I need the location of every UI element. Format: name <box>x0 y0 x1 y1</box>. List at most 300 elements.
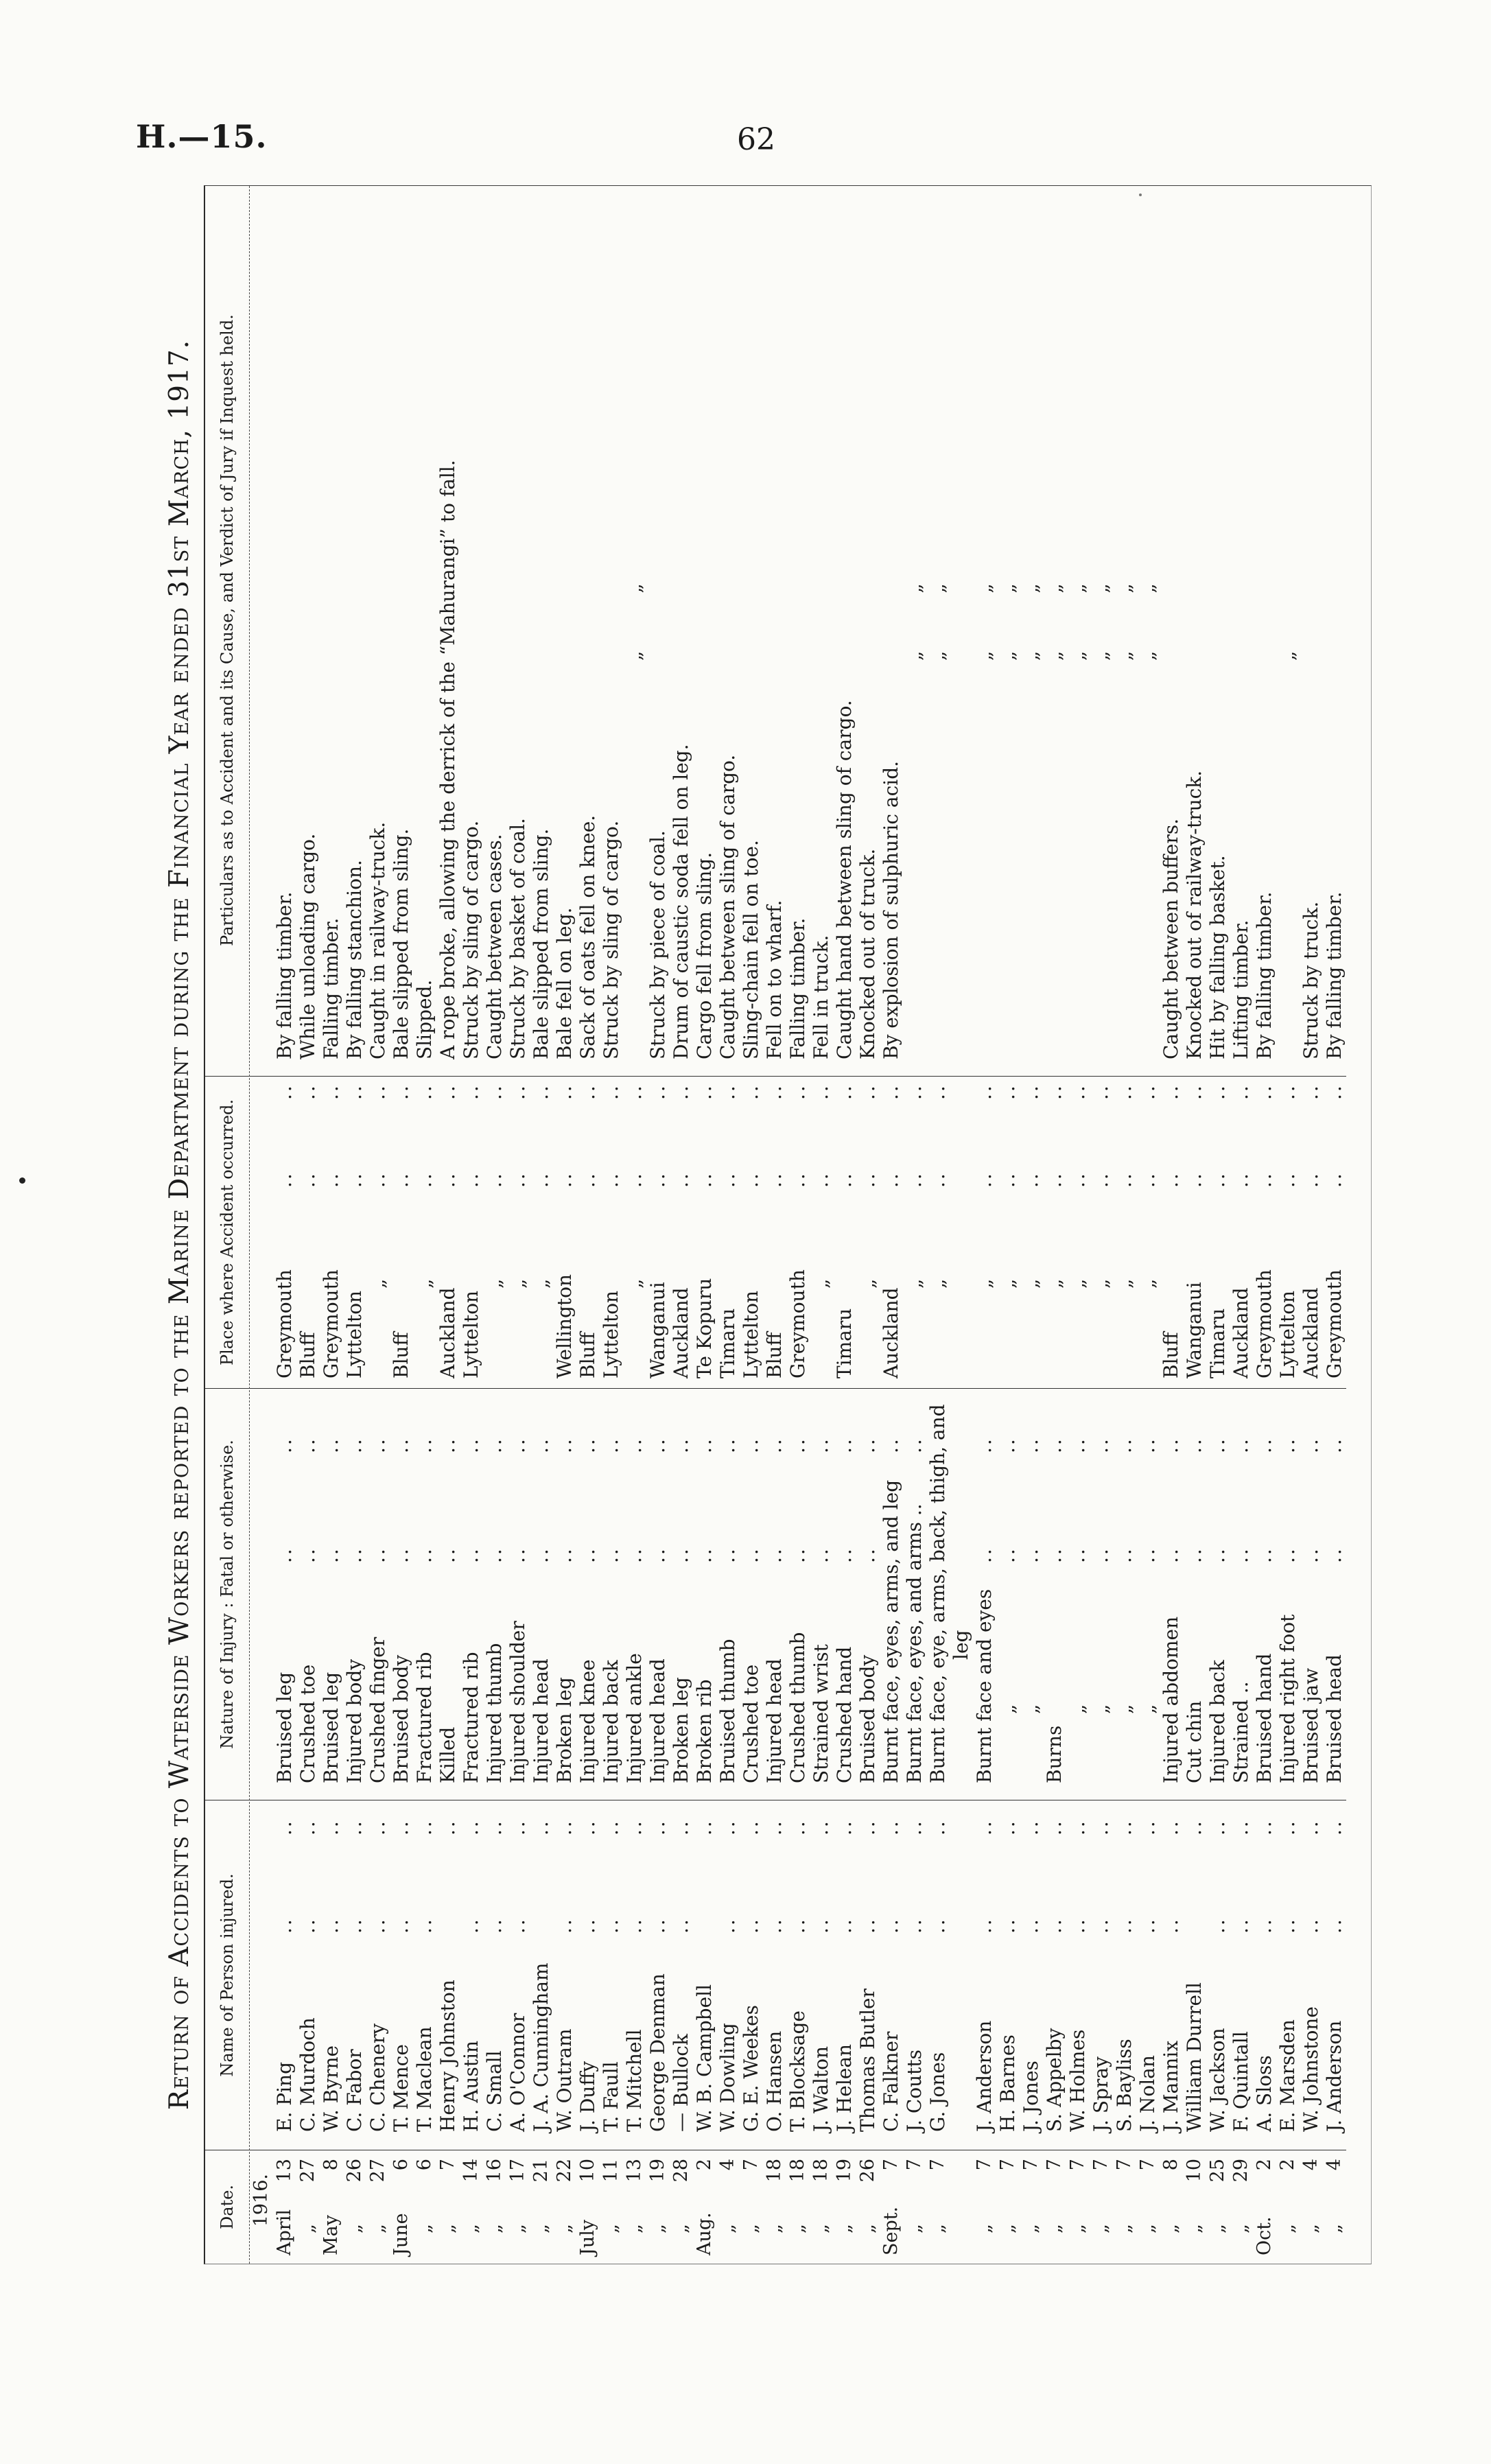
cell-place <box>483 1077 506 1389</box>
cell-name <box>390 1800 413 2150</box>
ditto-mark: „ „ <box>1136 583 1159 661</box>
cell-date <box>600 2150 623 2264</box>
cell-particulars <box>390 185 413 1077</box>
leader-dots: .. <box>996 1083 1019 1100</box>
cell-place <box>1113 1077 1136 1389</box>
cell-name <box>1090 1800 1113 2150</box>
day-label: 7 <box>1090 2159 1112 2171</box>
name-text: S. Appelby <box>1043 2028 1066 2132</box>
leader-dots: .. <box>973 1547 996 1563</box>
leader-dots: .. <box>413 1437 436 1453</box>
ditto-mark: „ <box>903 1278 926 1289</box>
ditto-mark: „ <box>623 1278 646 1289</box>
cell-place <box>996 1077 1020 1389</box>
cell-date <box>1090 2150 1113 2264</box>
leader-dots: .. <box>1323 1547 1346 1563</box>
leader-dots: .. <box>413 1819 436 1835</box>
leader-dots: .. <box>1230 1437 1252 1453</box>
cell-name <box>693 1800 716 2150</box>
cell-place <box>1066 1077 1090 1389</box>
leader-dots: .. <box>553 1547 576 1563</box>
ditto-mark: „ <box>297 2224 318 2233</box>
cell-place <box>926 1077 973 1389</box>
name-text: — Bullock <box>670 2034 692 2132</box>
leader-dots: .. <box>1300 1171 1322 1188</box>
cell-particulars <box>576 185 600 1077</box>
leader-dots: .. <box>1066 1819 1089 1835</box>
cell-particulars <box>856 185 880 1077</box>
day-label: 7 <box>1020 2159 1042 2171</box>
leader-dots: .. <box>273 1437 296 1453</box>
ditto-mark: „ <box>1136 1704 1159 1714</box>
leader-dots: .. <box>1253 1819 1276 1835</box>
ditto-mark: „ <box>1066 1704 1089 1714</box>
leader-dots: .. <box>1113 1171 1136 1188</box>
leader-dots: .. <box>413 1083 436 1100</box>
leader-dots: .. <box>553 1171 576 1188</box>
leader-dots: .. <box>1323 1171 1346 1188</box>
leader-dots: .. <box>786 1917 809 1934</box>
leader-dots: .. <box>273 1819 296 1835</box>
injury-text: Crushed finger <box>366 1636 389 1783</box>
name-text: H. Barnes <box>996 2034 1019 2132</box>
injury-text: Burnt face, eyes, arms, and leg <box>880 1479 902 1783</box>
table-row <box>693 186 716 2264</box>
cell-injury <box>833 1389 856 1800</box>
leader-dots: .. <box>1230 1819 1252 1835</box>
cell-place <box>506 1077 530 1389</box>
name-text: W. Holmes <box>1066 2029 1089 2132</box>
particulars-text: Struck by sling of cargo. <box>460 820 482 1059</box>
ditto-mark: „ <box>1137 2224 1158 2233</box>
day-label: 10 <box>1184 2159 1205 2183</box>
cell-injury <box>1136 1389 1160 1800</box>
leader-dots: .. <box>296 1547 319 1563</box>
leader-dots: .. <box>670 1819 692 1835</box>
leader-dots: .. <box>833 1547 856 1563</box>
particulars-text: By falling timber. <box>273 891 296 1059</box>
cell-date <box>506 2150 530 2264</box>
leader-dots: .. <box>856 1437 879 1453</box>
cell-place <box>460 1077 483 1389</box>
leader-dots: .. <box>623 1547 646 1563</box>
cell-place <box>600 1077 623 1389</box>
leader-dots: .. <box>973 1917 996 1934</box>
leader-dots: .. <box>623 1171 646 1188</box>
leader-dots: .. <box>996 1547 1019 1563</box>
month-label: July <box>577 2219 598 2255</box>
cell-place <box>1323 1077 1346 1389</box>
leader-dots: .. <box>903 1819 926 1835</box>
leader-dots: .. <box>436 1547 459 1563</box>
leader-dots: .. <box>390 1083 412 1100</box>
injury-text: Injured abdomen <box>1160 1616 1182 1783</box>
cell-name <box>366 1800 390 2150</box>
leader-dots: .. <box>670 1547 692 1563</box>
place-text: Lyttelton <box>460 1290 482 1378</box>
table-row <box>1183 186 1206 2264</box>
injury-text: Injured back <box>1206 1660 1229 1783</box>
day-label: 6 <box>414 2159 435 2171</box>
ditto-mark: „ <box>670 2224 692 2233</box>
cell-injury <box>1276 1389 1300 1800</box>
table-row <box>1066 186 1090 2264</box>
name-text: O. Hansen <box>763 2030 786 2132</box>
leader-dots: .. <box>1183 1819 1206 1835</box>
name-text: George Denman <box>646 1973 669 2132</box>
cell-injury <box>320 1389 343 1800</box>
leader-dots: .. <box>740 1819 762 1835</box>
name-text: W. Outram <box>553 2028 576 2132</box>
cell-date <box>1253 2150 1276 2264</box>
leader-dots: .. <box>530 1437 552 1453</box>
cell-place <box>810 1077 833 1389</box>
day-label: 7 <box>1067 2159 1088 2171</box>
name-text: Henry Johnston <box>436 1980 459 2132</box>
leader-dots: .. <box>903 1437 926 1453</box>
leader-dots: .. <box>1253 1547 1276 1563</box>
cell-injury <box>880 1389 903 1800</box>
ditto-mark: „ <box>1020 2224 1042 2233</box>
leader-dots: .. <box>1300 1437 1322 1453</box>
leader-dots: .. <box>506 1083 529 1100</box>
leader-dots: .. <box>390 1171 412 1188</box>
injury-text: Killed <box>436 1726 459 1783</box>
cell-name <box>1276 1800 1300 2150</box>
injury-text: Injured knee <box>576 1659 599 1783</box>
day-label: 18 <box>787 2159 808 2183</box>
cell-name <box>833 1800 856 2150</box>
particulars-text: Struck by piece of coal. <box>646 830 669 1059</box>
particulars-text: Struck by basket of coal. <box>506 818 529 1059</box>
cell-date <box>320 2150 343 2264</box>
leader-dots: .. <box>1183 1083 1206 1100</box>
leader-dots: .. <box>763 1917 786 1934</box>
leader-dots: .. <box>716 1171 739 1188</box>
leader-dots: .. <box>1113 1917 1136 1934</box>
injury-text: Strained .. <box>1230 1681 1252 1783</box>
place-text: Bluff <box>296 1332 319 1378</box>
leader-dots: .. <box>600 1547 622 1563</box>
table-row <box>763 186 786 2264</box>
name-text: W. Johnstone <box>1300 2006 1322 2132</box>
leader-dots: .. <box>903 1083 926 1100</box>
leader-dots: .. <box>483 1437 506 1453</box>
leader-dots: .. <box>366 1547 389 1563</box>
cell-injury <box>1160 1389 1183 1800</box>
name-text: J. Spray <box>1090 2056 1112 2132</box>
particulars-text: Caught between sling of cargo. <box>716 754 739 1059</box>
ditto-mark: „ <box>1020 1704 1042 1714</box>
leader-dots: .. <box>786 1547 809 1563</box>
cell-particulars <box>1300 185 1323 1077</box>
place-text: Greymouth <box>320 1269 342 1378</box>
injury-text: Injured thumb <box>483 1643 506 1783</box>
particulars-text: Caught between buffers. <box>1160 818 1182 1059</box>
injury-text: Injured head <box>763 1658 786 1783</box>
injury-text: Crushed thumb <box>786 1632 809 1783</box>
table-row <box>296 186 320 2264</box>
leader-dots: .. <box>810 1437 832 1453</box>
leader-dots: .. <box>600 1819 622 1835</box>
month-label: Aug. <box>694 2212 715 2255</box>
leader-dots: .. <box>506 1547 529 1563</box>
cell-name <box>740 1800 763 2150</box>
particulars-text: Hit by falling basket. <box>1206 855 1229 1059</box>
leader-dots: .. <box>1276 1171 1299 1188</box>
leader-dots: .. <box>1230 1083 1252 1100</box>
day-label: 4 <box>717 2159 738 2171</box>
particulars-text: Struck by truck. <box>1300 901 1322 1059</box>
ditto-mark: „ <box>530 2224 552 2233</box>
name-text: J. Duffy <box>576 2061 599 2132</box>
table-row <box>506 186 530 2264</box>
leader-dots: .. <box>1043 1819 1066 1835</box>
ditto-mark: „ <box>1114 2224 1135 2233</box>
table-row <box>1160 186 1183 2264</box>
cell-date <box>1066 2150 1090 2264</box>
name-text: F. Quintall <box>1230 2031 1252 2132</box>
cell-particulars <box>880 185 903 1077</box>
cell-date <box>973 2150 996 2264</box>
cell-date <box>1136 2150 1160 2264</box>
leader-dots: .. <box>343 1437 366 1453</box>
leader-dots: .. <box>576 1437 599 1453</box>
leader-dots: .. <box>833 1171 856 1188</box>
leader-dots: .. <box>576 1917 599 1934</box>
cell-place <box>623 1077 646 1389</box>
ditto-mark: „ <box>1276 650 1299 661</box>
cell-place <box>646 1077 670 1389</box>
cell-date <box>1300 2150 1323 2264</box>
table-row <box>390 186 413 2264</box>
name-text: Thomas Butler <box>856 1988 879 2132</box>
leader-dots: .. <box>530 1083 552 1100</box>
cell-name <box>716 1800 740 2150</box>
leader-dots: .. <box>413 1171 436 1188</box>
day-label: 19 <box>647 2159 668 2183</box>
table-row <box>973 186 996 2264</box>
cell-place <box>1253 1077 1276 1389</box>
cell-date <box>413 2150 436 2264</box>
day-label: 7 <box>880 2159 902 2171</box>
name-text: C. Murdoch <box>296 2017 319 2132</box>
particulars-text: Sack of oats fell on knee. <box>576 814 599 1059</box>
leader-dots: .. <box>600 1083 622 1100</box>
injury-text: Fractured rib <box>460 1652 482 1783</box>
cell-name <box>506 1800 530 2150</box>
cell-name <box>1043 1800 1066 2150</box>
place-text: Auckland <box>1300 1287 1322 1378</box>
name-text: J. Walton <box>810 2046 832 2132</box>
table-row <box>810 186 833 2264</box>
place-text: Bluff <box>763 1332 786 1378</box>
day-label: 28 <box>670 2159 692 2183</box>
cell-date <box>530 2150 553 2264</box>
cell-injury <box>786 1389 810 1800</box>
cell-particulars <box>366 185 390 1077</box>
day-label: 11 <box>600 2159 622 2183</box>
particulars-text: Fell in truck. <box>810 935 832 1059</box>
cell-particulars <box>1276 185 1300 1077</box>
ditto-mark: „ „ <box>1066 583 1089 661</box>
cell-date <box>296 2150 320 2264</box>
table-row <box>623 186 646 2264</box>
leader-dots: .. <box>506 1819 529 1835</box>
cell-injury <box>693 1389 716 1800</box>
name-text: G. E. Weekes <box>740 2005 762 2132</box>
name-text: J. Mannix <box>1160 2040 1182 2132</box>
leader-dots: .. <box>1230 1171 1252 1188</box>
leader-dots: .. <box>646 1437 669 1453</box>
cell-date <box>1020 2150 1043 2264</box>
particulars-text: Sling-chain fell on toe. <box>740 840 762 1059</box>
leader-dots: .. <box>1183 1437 1206 1453</box>
day-label: 27 <box>367 2159 388 2183</box>
injury-text: Burnt face and eyes <box>973 1588 996 1783</box>
ditto-mark: „ <box>856 1278 879 1289</box>
cell-particulars <box>763 185 786 1077</box>
leader-dots: .. <box>296 1083 319 1100</box>
leader-dots: .. <box>600 1171 622 1188</box>
cell-place <box>390 1077 413 1389</box>
cell-date <box>576 2150 600 2264</box>
cell-place <box>413 1077 436 1389</box>
ditto-mark: „ „ <box>1090 583 1112 661</box>
injury-text: Crushed hand <box>833 1646 856 1783</box>
ditto-mark: „ <box>484 2224 505 2233</box>
leader-dots: .. <box>296 1917 319 1934</box>
table-row <box>413 186 436 2264</box>
leader-dots: .. <box>273 1547 296 1563</box>
cell-place <box>1300 1077 1323 1389</box>
leader-dots: .. <box>390 1917 412 1934</box>
col-header-particulars: Particulars as to Accident and its Cause, and Verdict of Jury if Inquest held. <box>205 185 249 1077</box>
place-text: Greymouth <box>786 1269 809 1378</box>
cell-particulars <box>483 185 506 1077</box>
particulars-text: Slipped. <box>413 979 436 1059</box>
leader-dots: .. <box>553 1819 576 1835</box>
cell-injury <box>623 1389 646 1800</box>
table-row <box>926 186 973 2264</box>
injury-text: Injured head <box>530 1658 552 1783</box>
leader-dots: .. <box>833 1083 856 1100</box>
leader-dots: .. <box>436 1083 459 1100</box>
place-text: Auckland <box>880 1287 902 1378</box>
injury-text: Injured head <box>646 1658 669 1783</box>
leader-dots: .. <box>646 1547 669 1563</box>
cell-name <box>623 1800 646 2150</box>
day-label: 7 <box>1114 2159 1135 2171</box>
day-label: 16 <box>484 2159 505 2183</box>
ditto-mark: „ <box>787 2224 808 2233</box>
cell-name <box>413 1800 436 2150</box>
table-row <box>716 186 740 2264</box>
day-label: 17 <box>507 2159 528 2183</box>
table-row <box>903 186 926 2264</box>
place-text: Timaru <box>833 1308 856 1378</box>
leader-dots: .. <box>1300 1547 1322 1563</box>
leader-dots: .. <box>1020 1819 1042 1835</box>
leader-dots: .. <box>740 1437 762 1453</box>
cell-particulars <box>1113 185 1136 1077</box>
cell-place <box>833 1077 856 1389</box>
cell-date <box>856 2150 880 2264</box>
ditto-mark: „ <box>717 2224 738 2233</box>
leader-dots: .. <box>483 1171 506 1188</box>
table-row <box>320 186 343 2264</box>
cell-name <box>1230 1800 1253 2150</box>
injury-text: Bruised body <box>856 1654 879 1783</box>
cell-particulars <box>343 185 366 1077</box>
page-ref: H.—15. <box>136 118 268 155</box>
cell-particulars <box>530 185 553 1077</box>
cell-place <box>716 1077 740 1389</box>
ditto-mark: „ <box>740 2224 762 2233</box>
name-text: J. Coutts <box>903 2049 926 2132</box>
cell-place <box>1206 1077 1230 1389</box>
ditto-mark: „ <box>1090 1704 1112 1714</box>
day-label: 13 <box>624 2159 645 2183</box>
leader-dots: .. <box>390 1819 412 1835</box>
name-text: C. Fabor <box>343 2049 366 2132</box>
leader-dots: .. <box>926 1083 949 1100</box>
injury-text: Bruised leg <box>320 1671 342 1783</box>
leader-dots: .. <box>716 1917 739 1934</box>
leader-dots: .. <box>506 1437 529 1453</box>
leader-dots: .. <box>716 1547 739 1563</box>
leader-dots: .. <box>693 1171 716 1188</box>
cell-name <box>296 1800 320 2150</box>
ditto-mark: „ <box>1324 2224 1345 2233</box>
leader-dots: .. <box>1066 1437 1089 1453</box>
leader-dots: .. <box>1113 1437 1136 1453</box>
place-text: Bluff <box>1160 1332 1182 1378</box>
cell-date <box>1230 2150 1253 2264</box>
leader-dots: .. <box>1230 1917 1252 1934</box>
particulars-text: Cargo fell from sling. <box>693 852 716 1059</box>
leader-dots: .. <box>693 1819 716 1835</box>
leader-dots: .. <box>926 1917 949 1934</box>
leader-dots: .. <box>366 1819 389 1835</box>
leader-dots: .. <box>576 1819 599 1835</box>
place-text: Te Kopuru <box>693 1278 716 1378</box>
leader-dots: .. <box>1090 1083 1112 1100</box>
particulars-text: Falling timber. <box>320 917 342 1059</box>
table-row <box>1230 186 1253 2264</box>
leader-dots: .. <box>1066 1547 1089 1563</box>
leader-dots: .. <box>973 1437 996 1453</box>
cell-name <box>1300 1800 1323 2150</box>
place-text: Auckland <box>436 1287 459 1378</box>
cell-name <box>856 1800 880 2150</box>
rotated-table-block <box>154 185 1384 2264</box>
leader-dots: .. <box>1136 1819 1159 1835</box>
cell-particulars <box>296 185 320 1077</box>
leader-dots: .. <box>1090 1547 1112 1563</box>
table-header-row <box>205 186 250 2264</box>
cell-date <box>996 2150 1020 2264</box>
leader-dots: .. <box>833 1437 856 1453</box>
cell-date <box>343 2150 366 2264</box>
place-text: Lyttelton <box>600 1290 622 1378</box>
injury-text: Crushed toe <box>296 1664 319 1783</box>
day-label: 26 <box>344 2159 365 2183</box>
ditto-mark: „ <box>810 1278 832 1289</box>
leader-dots: .. <box>880 1083 902 1100</box>
leader-dots: .. <box>716 1819 739 1835</box>
cell-particulars <box>1043 185 1066 1077</box>
